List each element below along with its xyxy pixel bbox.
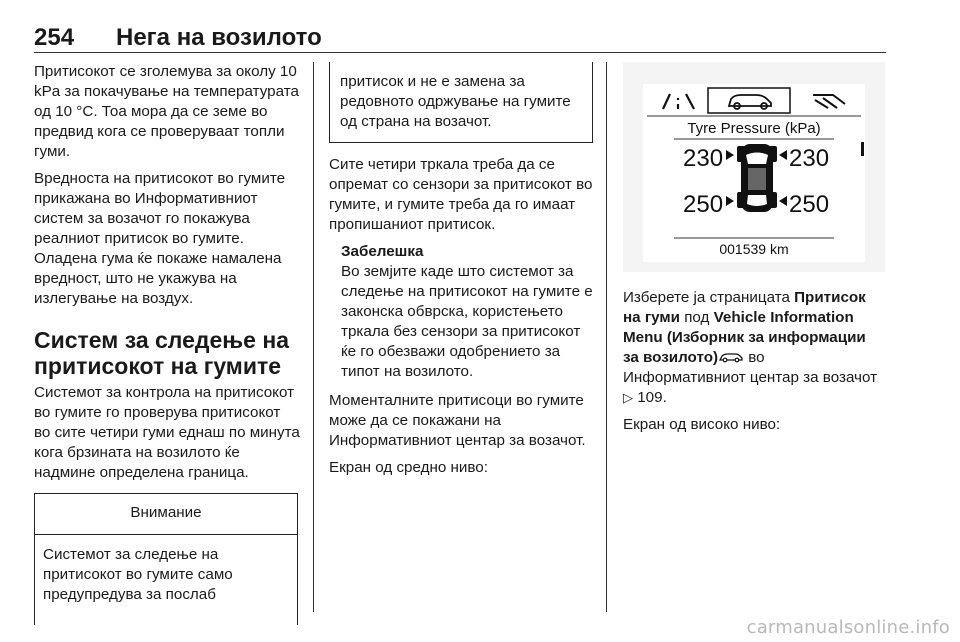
- display-title: Tyre Pressure (kPa): [687, 120, 821, 137]
- column-divider-right: [606, 62, 607, 612]
- warning-title: Внимание: [35, 494, 297, 535]
- note-block: [329, 242, 593, 382]
- column-left: [34, 62, 300, 625]
- page-header: [34, 22, 886, 52]
- warning-box-continued: притисок и не е замена за редовното одржување на гумите од страна на возачот.: [329, 62, 593, 143]
- paragraph-select-page: [623, 288, 885, 408]
- tyre-pressure-display-graphic: [623, 62, 885, 272]
- car-top-view-icon: [737, 144, 777, 212]
- paragraph-high-level-display: Екран од високо ниво:: [623, 416, 781, 433]
- scrollbar-indicator: [861, 142, 864, 156]
- warning-box: [34, 493, 298, 625]
- watermark: carmanualsonline.info: [746, 617, 950, 638]
- pressure-front-left: 230: [683, 145, 724, 172]
- warning-body: Системот за следење на притисокот во гумите само предупредува за послаб: [43, 546, 233, 603]
- text-in-dic: во Информативниот центар за возачот: [623, 349, 878, 386]
- note-body: Во земјите каде што системот за следење на притисокот на гумите е законска обврска, користењето тркала без сензори за притисокот ќе го обезважи одобрението за типот на возилото.: [341, 263, 593, 380]
- menu-vehicle-information: Vehicle Information Menu (Изборник за информации за возилото): [623, 309, 866, 366]
- paragraph-sensors: Сите четири тркала треба да се опремат со сензори за притисокот во гумите, и гумите треба да го имаат пропишаниот притисок.: [329, 156, 593, 233]
- column-middle: [329, 62, 593, 485]
- section-heading-tpms: Систем за следење на притисокот на гумите: [34, 327, 289, 379]
- paragraph-pressure-temperature: Притисокот се зголемува за околу 10 kPa за покачување на температурата од 10 °C. Тоа мора да се земе во предвид кога се проверуваат топли гуми.: [34, 63, 299, 160]
- page-title: Нега на возилото: [116, 24, 322, 51]
- pressure-front-right: 230: [789, 145, 830, 172]
- text-select-page: Изберете ја страницата: [623, 289, 795, 306]
- text-under: под: [679, 309, 714, 326]
- pressure-rear-right: 250: [789, 191, 830, 218]
- text-period: .: [662, 389, 667, 406]
- car-icon: [718, 351, 744, 363]
- pressure-rear-left: 250: [683, 191, 724, 218]
- menu-item-tyre-pressure: Притисок на гуми: [623, 289, 866, 326]
- paragraph-current-pressures: Моменталните притисоци во гумите може да се покажани на Информативниот центар за возачот.: [329, 392, 586, 449]
- paragraph-tpms-intro: Системот за контрола на притисокот во гумите го проверува притисокот во сите четири гуми еднаш по минута кога брзината на возилото ќе надмине определена граница.: [34, 384, 300, 481]
- header-rule: [34, 52, 886, 53]
- odometer-reading: 001539 km: [719, 241, 789, 257]
- column-right: [623, 62, 885, 442]
- tyre-pressure-display: [623, 62, 885, 272]
- column-divider-left: [313, 62, 314, 612]
- page-reference-arrow-icon: ▷: [623, 390, 633, 405]
- note-title: Забелешка: [341, 243, 424, 260]
- paragraph-displayed-value: Вредноста на притисокот во гумите прикажана во Информативниот систем за возачот го покажува реалниот притисок во гумите. Оладена гума ќе покаже намалена вредност, што не укажува на излегување на воздух.: [34, 170, 286, 307]
- paragraph-mid-level-display: Екран од средно ниво:: [329, 459, 488, 476]
- page-number: 254: [34, 24, 75, 51]
- page-reference[interactable]: 109: [637, 389, 663, 406]
